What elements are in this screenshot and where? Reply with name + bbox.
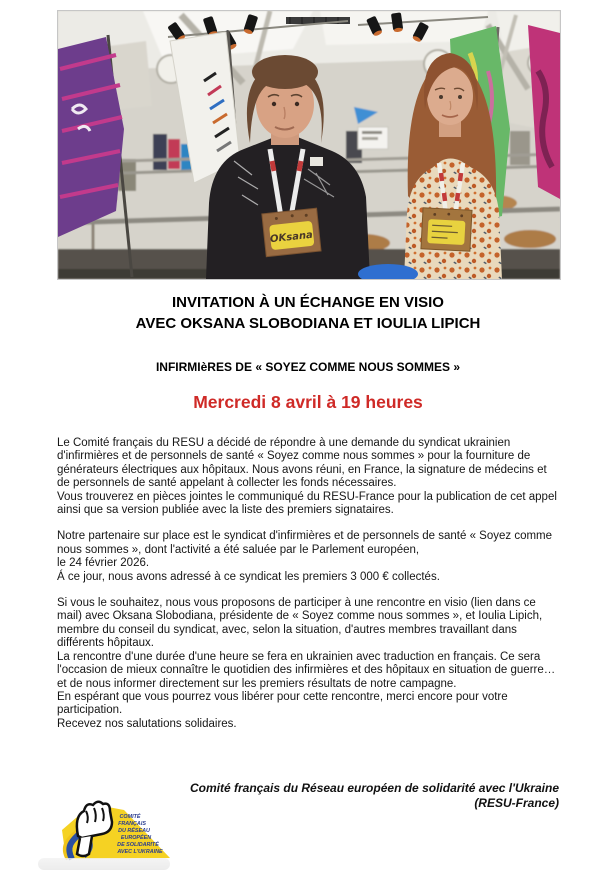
letter-body (57, 437, 559, 731)
resu-logo (50, 796, 176, 866)
paragraph-line: le 24 février 2026. (57, 557, 150, 570)
signature-line-2: (RESU-France) (474, 796, 559, 810)
logo-text-line: FRANÇAIS (118, 821, 146, 827)
logo-text-line: AVEC L'UKRAINE (117, 849, 163, 855)
paragraph-line: Le Comité français du RESU a décidé de répondre à une demande du syndicat ukrainien d'infirmières et de personnels de santé « Soyez comme nous sommes » pour la fourniture de générateurs électriques aux hôpitaux. Nous avons réuni, en France, la signature de médecins et de personnels de santé appelant à collecter les fonds nécessaires. (57, 437, 547, 490)
title-line-2: AVEC OKSANA SLOBODIANA ET IOULIA LIPICH (135, 315, 481, 332)
logo-text-line: COMITÉ (119, 814, 141, 820)
resu-logo-graphic (50, 796, 176, 866)
paragraph-line: La rencontre d'une durée d'une heure se fera en ukrainien avec traduction en français. Ce sera l'occasion de mieux connaître le quotidien des infirmières et des hôpitaux en situation de guerre… et de nous informer directement sur les premiers résultats de notre campagne. (57, 650, 556, 690)
paragraph-line: Á ce jour, nous avons adressé à ce syndicat les premiers 3 000 € collectés. (57, 570, 440, 583)
name-tag-ioulia (421, 208, 472, 252)
name-tag-text: OKsana (269, 229, 314, 246)
logo-text-line: DE SOLIDARITÉ (117, 842, 159, 848)
date-heading: Mercredi 8 avril à 19 heures (193, 392, 423, 412)
paragraph-line: Si vous le souhaitez, nous vous proposons de participer à une rencontre en visio (lien dans ce mail) avec Oksana Slobodiana, présidente de « Soyez comme nous sommes », et Ioulia Lipich, membre du conseil du syndicat, avec, selon la situation, d'autres membres travaillant dans différents hôpitaux. (57, 597, 543, 650)
paragraph-line: En espérant que vous pourrez vous libérer pour cette rencontre, merci encore pour votre participation. (57, 690, 508, 717)
paragraph-2 (57, 530, 559, 584)
logo-text-line: EUROPÉEN (120, 835, 152, 841)
paragraph-line: Vous trouverez en pièces jointes le communiqué du RESU-France pour la publication de cet appel ainsi que sa version publiée avec la liste des premiers signataires. (57, 490, 557, 517)
header-photo (57, 10, 561, 280)
paragraph-3 (57, 597, 559, 731)
subtitle: INFIRMIèRES DE « SOYEZ COMME NOUS SOMMES » (155, 360, 461, 374)
paragraph-1 (57, 437, 559, 517)
name-tag-oksana (262, 208, 321, 257)
logo-text-line: DU RÉSEAU (118, 828, 150, 834)
photo-illustration (58, 11, 560, 279)
title-line-1: INVITATION À UN ÉCHANGE EN VISIO (172, 294, 444, 311)
paragraph-line: Recevez nos salutations solidaires. (57, 717, 237, 730)
signature-line-1: Comité français du Réseau européen de solidarité avec l'Ukraine (190, 781, 559, 795)
paragraph-line: Notre partenaire sur place est le syndicat d'infirmières et de personnels de santé « Soyez comme nous sommes », dont l'activité a été saluée par le Parlement européen, (57, 530, 553, 556)
invitation-title (57, 292, 559, 334)
scrollbar-artifact (38, 858, 170, 870)
